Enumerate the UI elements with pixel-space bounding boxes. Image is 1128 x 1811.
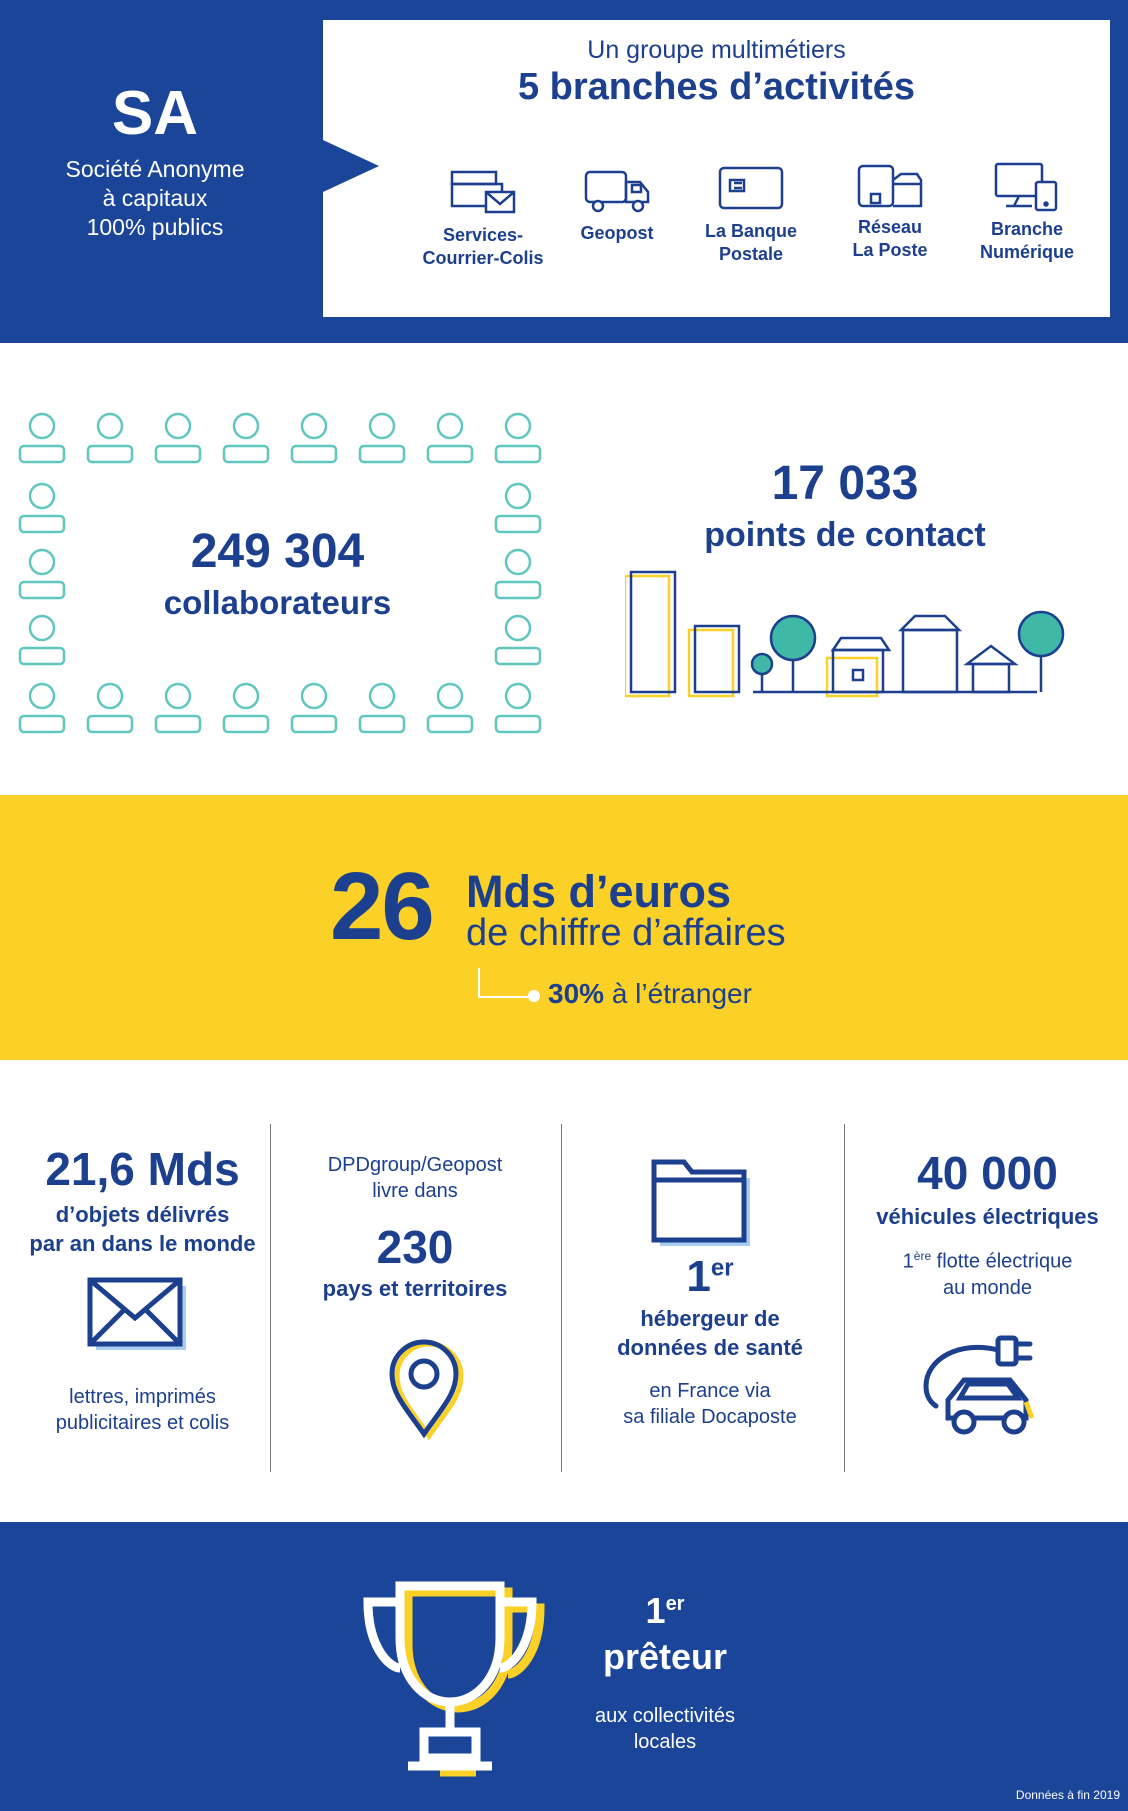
staff-number: 249 304 <box>190 525 365 578</box>
column-divider <box>561 1124 562 1472</box>
lender-rank-suffix: er <box>665 1593 685 1615</box>
folder-icon <box>650 1158 756 1250</box>
objects-desc-line: lettres, imprimés <box>69 1386 216 1408</box>
vehicles-number: 40 000 <box>917 1147 1058 1199</box>
contact-label: points de contact <box>704 516 986 554</box>
sa-desc-line: à capitaux <box>102 185 208 211</box>
vehicles-rank-suffix: ère <box>913 1249 932 1263</box>
vehicles-rank: 1 <box>902 1250 914 1273</box>
delivery-truck-icon <box>582 166 652 216</box>
lender-description <box>560 1703 770 1755</box>
city-buildings-icon <box>625 560 1085 710</box>
lender-desc-line: locales <box>633 1731 697 1753</box>
objects-description <box>20 1384 265 1436</box>
footnote: Données à fin 2019 <box>1015 1788 1120 1802</box>
objects-label: d’objets délivrés <box>55 1202 230 1227</box>
health-rank-suffix: er <box>710 1254 734 1282</box>
lender-rank <box>560 1590 770 1632</box>
mail-parcel-icon <box>448 168 518 218</box>
stat-vehicles <box>855 1146 1120 1301</box>
branch-label: La Banque Postale <box>704 221 797 264</box>
contact-number: 17 033 <box>771 457 919 510</box>
branch-label: Branche Numérique <box>979 219 1075 262</box>
vehicles-label: véhicules électriques <box>876 1204 1099 1229</box>
devices-icon <box>992 162 1062 212</box>
groupe-subtitle: Un groupe multimétiers <box>587 36 846 64</box>
lender-label: prêteur <box>602 1636 728 1677</box>
health-rank <box>580 1252 840 1302</box>
vehicles-desc <box>855 1243 1120 1275</box>
column-divider <box>270 1124 271 1472</box>
countries-number: 230 <box>376 1221 454 1273</box>
lender-desc-line: aux collectivités <box>594 1705 736 1727</box>
trophy-icon <box>350 1578 550 1778</box>
column-divider <box>844 1124 845 1472</box>
branch-la-banque-postale <box>681 164 821 266</box>
sa-desc-line: 100% publics <box>86 214 224 240</box>
map-pin-icon <box>384 1336 464 1440</box>
sa-description <box>40 155 270 242</box>
health-desc: en France via <box>649 1380 771 1402</box>
groupe-title: 5 branches d’activités <box>517 66 916 108</box>
countries-intro: livre dans <box>372 1180 458 1202</box>
objects-desc-line: publicitaires et colis <box>55 1412 230 1434</box>
branch-numerique <box>957 162 1097 264</box>
branch-label: Services- Courrier-Colis <box>422 225 544 268</box>
branch-label: Geopost <box>580 223 654 243</box>
staff-label: collaborateurs <box>163 584 392 621</box>
countries-label: pays et territoires <box>322 1276 508 1301</box>
lender-rank-number: 1 <box>645 1590 666 1631</box>
branch-services-courrier-colis <box>413 168 553 270</box>
countries-intro: DPDgroup/Geopost <box>327 1154 503 1176</box>
abroad-percent: 30% <box>548 978 605 1009</box>
revenue-connector-dot <box>528 990 540 1002</box>
stat-objects <box>20 1142 265 1258</box>
stat-countries <box>285 1152 545 1303</box>
health-label: hébergeur de <box>640 1306 780 1331</box>
objects-label: par an dans le monde <box>29 1231 256 1256</box>
revenue-abroad <box>548 978 752 1010</box>
revenue-unit: Mds d’euros <box>466 866 732 917</box>
branch-geopost <box>547 166 687 245</box>
revenue-connector-line <box>478 968 535 998</box>
abroad-text: à l’étranger <box>604 978 752 1009</box>
branch-label: Réseau La Poste <box>852 217 928 260</box>
revenue-number: 26 <box>330 853 433 960</box>
envelope-icon <box>86 1276 190 1356</box>
vehicles-desc-line: au monde <box>943 1276 1032 1299</box>
sa-title: SA <box>111 79 199 148</box>
vehicles-desc-text: flotte électrique <box>931 1250 1073 1273</box>
health-rank-number: 1 <box>686 1252 711 1301</box>
stat-health <box>580 1252 840 1430</box>
electric-car-icon <box>918 1330 1054 1440</box>
objects-number: 21,6 Mds <box>45 1143 240 1195</box>
sa-desc-line: Société Anonyme <box>65 156 245 182</box>
branch-reseau-la-poste <box>820 162 960 262</box>
health-desc: sa filiale Docaposte <box>623 1406 797 1428</box>
post-office-icon <box>855 162 925 210</box>
health-label: données de santé <box>617 1335 803 1360</box>
revenue-description: de chiffre d’affaires <box>466 912 786 954</box>
sa-pointer-arrow <box>323 140 379 192</box>
bank-card-icon <box>716 164 786 214</box>
